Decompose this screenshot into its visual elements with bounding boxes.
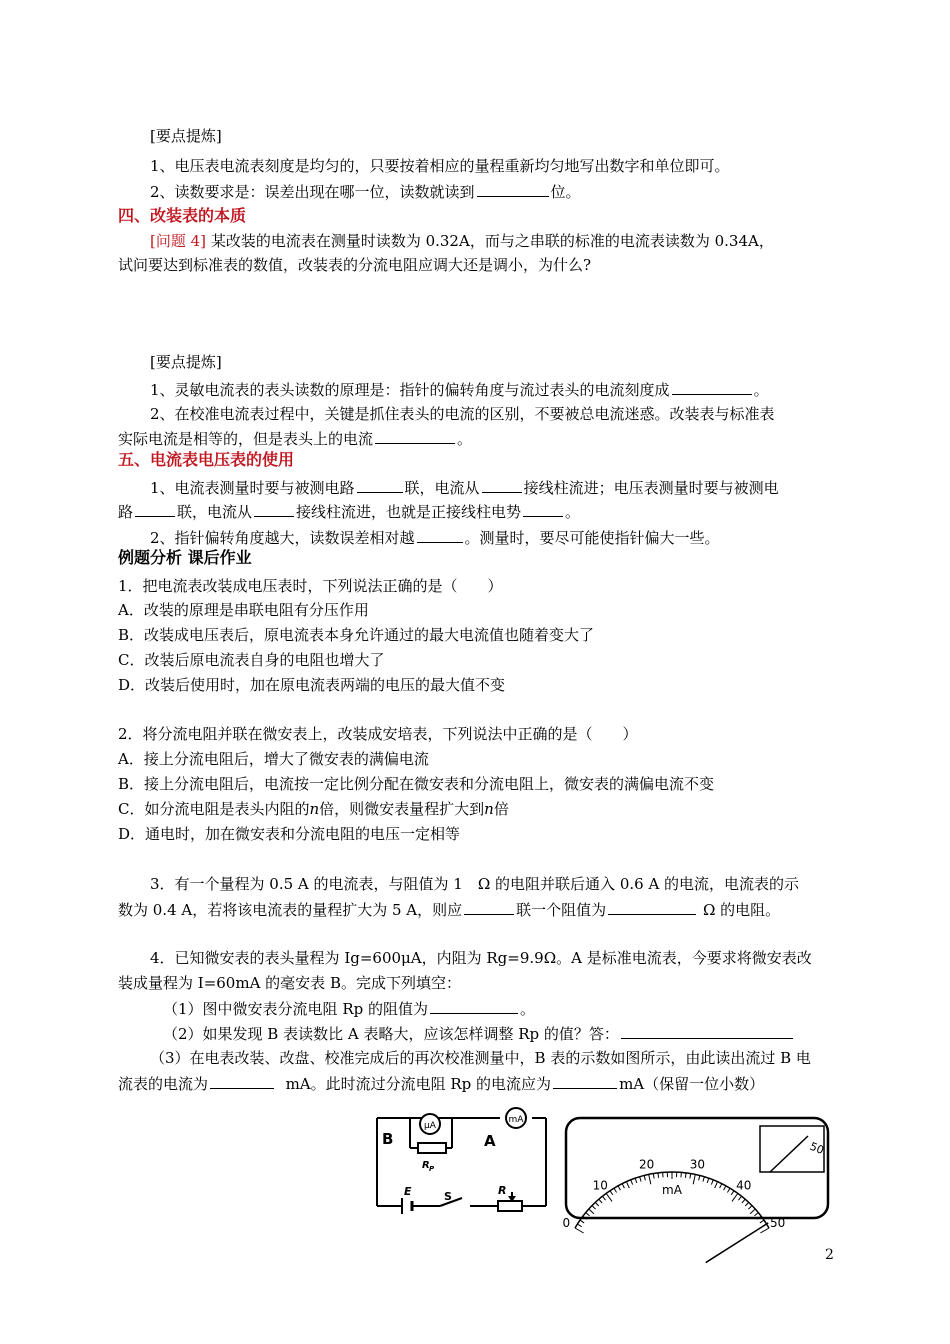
q4: 4．已知微安表的表头量程为 Ig=600μA，内阻为 Rg=9.9Ω。A 是标准电流表，今要求将微安表改 [150, 949, 812, 967]
fill-blank [464, 899, 514, 915]
q4-sub-2: （2）如果发现 B 表读数比 A 表略大，应该怎样调整 Rp 的值？答： [163, 1023, 883, 1044]
q2: 2．将分流电阻并联在微安表上，改装成安培表，下列说法中正确的是（ ） [118, 725, 638, 743]
usage-2: 2、指针偏转角度越大，读数误差相对越 。测量时，要尽可能使指针偏大一些。 [150, 529, 720, 547]
svg-text:μA: μA [424, 1121, 436, 1131]
rheostat-icon [498, 1201, 522, 1211]
question-4-cont: 试问要达到标准表的数值，改装表的分流电阻应调大还是调小，为什么? [118, 256, 592, 274]
fill-blank [210, 1073, 274, 1089]
fill-blank [357, 477, 403, 493]
q2-option-d: D．通电时，加在微安表和分流电阻的电压一定相等 [118, 825, 461, 843]
dial-tick-label: 40 [736, 1178, 752, 1193]
dial-tick [575, 1228, 584, 1233]
fill-blank [254, 501, 294, 517]
shunt-resistor-icon [418, 1143, 446, 1153]
tip-1: 1、电压表电流表刻度是均匀的，只要按着相应的量程重新均匀地写出数字和单位即可。 [150, 157, 730, 175]
label-RP: R [422, 1160, 430, 1171]
fill-blank [417, 527, 463, 543]
section-title-5: 五、电流表电压表的使用 [118, 450, 295, 469]
q1-option-d: D．改装后使用时，加在原电流表两端的电压的最大值不变 [118, 676, 506, 694]
dial-tick-label: 30 [689, 1157, 706, 1172]
svg-text:P: P [429, 1165, 435, 1173]
fill-blank [477, 181, 549, 197]
q1-option-b: B．改装成电压表后，原电流表本身允许通过的最大电流值也随着变大了 [118, 626, 595, 644]
microammeter-icon [420, 1114, 440, 1134]
fill-blank [608, 899, 696, 915]
circuit-diagram [372, 1112, 554, 1224]
tip-4-2-cont: 实际电流是相等的，但是表头上的电流 。 [118, 430, 473, 448]
dial-tick [760, 1228, 769, 1233]
fill-blank [482, 477, 522, 493]
q4-sub-1: （1）图中微安表分流电阻 Rp 的阻值为 。 [163, 1000, 535, 1018]
question-tag: [问题 4] [150, 232, 207, 250]
fill-blank [523, 501, 563, 517]
q1: 1．把电流表改装成电压表时，下列说法正确的是（ ） [118, 577, 503, 595]
milliammeter-dial [562, 1114, 836, 1230]
fill-blank [430, 998, 518, 1014]
svg-text:mA: mA [508, 1115, 524, 1125]
fill-blank [672, 379, 752, 395]
tip-2: 2、读数要求是：误差出现在哪一位，读数就读到 位。 [150, 183, 581, 201]
dial-tick-label: 10 [592, 1178, 608, 1193]
section-title-6: 例题分析 课后作业 [118, 548, 252, 567]
q2-option-b: B．接上分流电阻后，电流按一定比例分配在微安表和分流电阻上，微安表的满偏电流不变 [118, 775, 715, 793]
fill-blank [621, 1023, 793, 1039]
question-4: [问题 4] 某改装的电流表在测量时读数为 0.32A，而与之串联的标准的电流表读数为 0.34A， [150, 232, 774, 250]
dial-needle [706, 1223, 768, 1263]
usage-1: 1、电流表测量时要与被测电路 联，电流从 接线柱流进；电压表测量时要与被测电 [150, 479, 779, 497]
milliammeter-icon [506, 1108, 526, 1128]
tip-4-1: 1、灵敏电流表的表头读数的原理是：指针的偏转角度与流过表头的电流刻度成 。 [150, 381, 769, 399]
fill-blank [553, 1073, 617, 1089]
dial-tick [760, 1220, 764, 1223]
dial-unit: mA [662, 1183, 682, 1197]
label-A: A [484, 1132, 496, 1150]
q2-option-a: A．接上分流电阻后，增大了微安表的满偏电流 [118, 750, 429, 768]
dial-tick [577, 1224, 581, 1227]
svg-text:50: 50 [807, 1139, 826, 1158]
q1-option-c: C．改装后原电流表自身的电阻也增大了 [118, 651, 385, 669]
dial-tick [658, 1173, 659, 1178]
fill-blank [135, 501, 175, 517]
q3: 3．有一个量程为 0.5 A 的电流表，与阻值为 1 Ω 的电阻并联后通入 0.6 A 的电流，电流表的示 [150, 875, 800, 893]
label-S: S [444, 1190, 452, 1203]
tips-heading-1: [要点提炼] [150, 127, 222, 145]
label-B: B [382, 1130, 394, 1148]
label-R: R [498, 1184, 507, 1197]
usage-1-cont: 路 联，电流从 接线柱流进，也就是正接线柱电势 。 [118, 503, 581, 521]
dial-tick [685, 1173, 686, 1178]
q2-option-c: C．如分流电阻是表头内阻的n倍，则微安表量程扩大到n倍 [118, 800, 509, 818]
q4-sub-3: （3）在电表改装、改盘、校准完成后的再次校准测量中，B 表的示数如图所示，由此读出流过 B 电 [150, 1049, 811, 1067]
page-number: 2 [825, 1247, 834, 1263]
q4-sub-3-cont: 流表的电流为 mA。此时流过分流电阻 Rp 的电流应为 mA（保留一位小数） [118, 1075, 765, 1093]
fill-blank [375, 428, 455, 444]
zoom-inset [760, 1126, 826, 1172]
dial-tick-label: 20 [638, 1157, 655, 1172]
dial-tick [580, 1220, 584, 1223]
q3-cont: 数为 0.4 A，若将该电流表的量程扩大为 5 A，则应 联一个阻值为 Ω 的电阻。 [118, 901, 781, 919]
q1-option-a: A．改装的原理是串联电阻有分压作用 [118, 601, 369, 619]
section-title-4: 四、改装表的本质 [118, 206, 247, 225]
tips-heading-2: [要点提炼] [150, 353, 222, 371]
dial-tick-label: 50 [770, 1216, 786, 1230]
q4-cont: 装成量程为 I=60mA 的毫安表 B。完成下列填空： [118, 974, 461, 992]
dial-tick-label: 0 [562, 1216, 571, 1230]
tip-4-2: 2、在校准电流表过程中，关键是抓住表头的电流的区别，不要被总电流迷惑。改装表与标准表 [150, 405, 775, 423]
label-E: E [404, 1185, 412, 1198]
